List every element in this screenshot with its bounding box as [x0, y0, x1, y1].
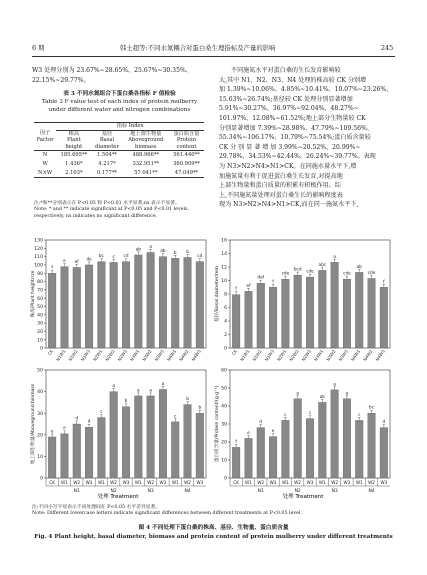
table-cell: 332.951**	[132, 161, 160, 168]
figure-caption-cn: 图 4 不同处理下蛋白桑的株高、基径、生物量、蛋白质含量	[138, 525, 289, 531]
significance-letter: e	[63, 425, 66, 431]
figure-note-en: Note: Different lowercase letters indicate significant differences between different treatments at P<0.05 level.	[32, 511, 303, 517]
col-head: Plant	[67, 137, 81, 144]
text-line: 现为 N3>N2>N4>N1>CK,而在同一施氮水平下,	[219, 201, 359, 209]
bar	[122, 407, 130, 478]
bar	[355, 272, 363, 348]
x-tick-label: CK	[233, 480, 239, 485]
chart-panel-3	[30, 368, 206, 494]
bar	[98, 418, 106, 478]
col-head: 蛋白质含量	[173, 130, 200, 137]
y-tick-label: 40	[221, 404, 227, 410]
y-tick-label: 60	[37, 296, 43, 302]
x-tick-label: N4W1	[349, 348, 362, 362]
significance-letter: cd	[197, 253, 203, 259]
bar	[184, 257, 192, 348]
text-line: 上部生物量和蛋白质量的积累有积极作用。综	[219, 182, 341, 190]
bar	[232, 295, 240, 348]
text-line: 上,不同施氮量处理对蛋白桑生长的影响程度表	[219, 191, 343, 199]
table-cell: 4.217*	[98, 161, 116, 168]
x-tick-label: W2	[257, 480, 265, 485]
y-tick-label: 0	[40, 476, 43, 482]
bar	[122, 262, 130, 348]
bar	[147, 252, 155, 348]
y-tick-label: 30	[37, 411, 43, 417]
significance-letter: bc	[369, 404, 375, 410]
significance-letter: a	[149, 387, 152, 393]
bar	[343, 399, 351, 478]
bar	[368, 278, 376, 348]
significance-letter: c	[358, 411, 361, 417]
x-tick-label: W2	[331, 480, 339, 485]
bar	[318, 402, 326, 478]
bar	[85, 265, 93, 348]
x-tick-label: N1W1	[239, 348, 251, 362]
bar	[147, 396, 155, 478]
y-tick-label: 10	[221, 458, 227, 464]
x-tick-label: N2W3	[300, 348, 313, 362]
y-tick-label: 130	[34, 238, 43, 244]
significance-letter: bc	[98, 253, 104, 259]
bar	[159, 389, 167, 478]
chart-panel-4	[213, 368, 390, 494]
chart-panel-1	[30, 238, 206, 362]
x-group-label: N2	[294, 489, 301, 494]
x-tick-label: CK	[230, 348, 239, 357]
bar	[269, 437, 277, 478]
text-line: 5.91%~30.27%、36.97%~92.04%、48.27%~	[219, 105, 359, 113]
note-line: 注:*和**分别表示在 P<0.05 和 P<0.01 水平显著,ns 表示不显著。	[34, 201, 180, 206]
right-column-text	[219, 66, 392, 210]
x-tick-label: W3	[269, 480, 277, 485]
significance-letter: c	[112, 253, 115, 259]
bar	[355, 420, 363, 478]
text-line: 加 1.39%~10.06%、4.85%~10.41%、10.07%~23.26%、	[219, 86, 393, 94]
bar	[110, 262, 118, 348]
y-tick-label: 20	[221, 440, 227, 446]
col-head: Protein	[176, 137, 197, 144]
x-tick-label: W3	[85, 480, 93, 485]
y-tick-label: 16	[221, 238, 227, 244]
bar	[61, 434, 69, 478]
x-tick-label: N2W2	[288, 348, 300, 362]
x-tick-label: W1	[134, 480, 142, 485]
y-tick-label: 50	[37, 305, 43, 311]
bar	[134, 255, 142, 348]
x-group-label: N2	[110, 489, 117, 494]
bar	[282, 279, 290, 348]
significance-letter: d	[259, 419, 263, 425]
significance-letter: f	[51, 264, 53, 270]
bar	[184, 405, 192, 478]
bar	[343, 279, 351, 348]
col-head: biomass	[123, 144, 169, 151]
table-cell: 360.909**	[173, 161, 200, 168]
y-tick-label: 30	[221, 422, 227, 428]
text-line: CK 分 别 显 著 增 加 3.99%~20.52%、20.99%~	[219, 143, 361, 151]
text-line: 大,其中 N1、N2、N3、N4 处理的株高较 CK 分别增	[219, 76, 367, 84]
bar	[331, 262, 339, 348]
factor-head-cn: 因子	[39, 130, 51, 137]
x-tick-label: N4W3	[190, 348, 202, 362]
y-axis-title: 基径/Basal diameter/mm	[215, 266, 220, 322]
bar	[294, 399, 302, 478]
x-axis-title-right: 处理 Treatment	[282, 494, 324, 500]
bar	[98, 262, 106, 348]
x-tick-label: W2	[184, 480, 191, 485]
x-tick-label: W1	[281, 480, 289, 485]
bar	[171, 422, 179, 478]
bar	[306, 277, 314, 348]
bar	[196, 413, 204, 478]
page-section-label: 6 期	[32, 44, 45, 52]
x-tick-label: N2W1	[276, 348, 288, 362]
y-axis-title: 蛋白质含量/Protein content/(g·g⁻¹)	[215, 385, 220, 463]
bar	[61, 267, 69, 348]
figure-notes	[32, 505, 302, 518]
significance-letter: c	[174, 413, 177, 419]
x-group-label: N3	[331, 489, 338, 494]
col-head: height	[56, 144, 91, 151]
table-cell: 1.436*	[65, 161, 83, 168]
bar	[48, 273, 56, 348]
table-cell: 47.049**	[169, 169, 204, 178]
y-tick-label: 60	[221, 368, 227, 374]
y-tick-label: 2	[224, 333, 227, 339]
text-line: 22.15%~29.77%。	[32, 76, 90, 84]
table-cell: N	[42, 152, 48, 159]
x-tick-label: N4W2	[362, 348, 374, 362]
y-tick-label: 0	[224, 476, 227, 482]
y-tick-label: 8	[224, 292, 227, 298]
y-tick-label: 40	[37, 390, 43, 396]
table-title-en-2: under different water and nitrogen combinations	[48, 107, 191, 113]
x-tick-label: N2W3	[116, 348, 129, 362]
significance-letter: a	[161, 380, 165, 386]
chart-panel-2	[213, 238, 390, 362]
x-tick-label: W3	[159, 480, 167, 485]
y-tick-label: 40	[37, 313, 43, 319]
y-tick-label: 80	[37, 280, 43, 286]
table-cell: 561.440**	[173, 152, 200, 159]
significance-letter: b	[186, 248, 189, 254]
bar	[257, 283, 265, 348]
x-tick-label: N3W3	[153, 348, 165, 362]
significance-letter: a	[137, 387, 140, 393]
x-tick-label: N3W3	[337, 348, 349, 362]
significance-letter: abc	[318, 261, 327, 267]
x-tick-label: N1W2	[67, 348, 79, 362]
text-line: 101.97%、12.08%~61.52%;地上部分生物量较 CK	[219, 114, 366, 122]
y-tick-label: 0	[224, 346, 227, 352]
table-cell: 1.504**	[96, 152, 118, 159]
bar	[318, 270, 326, 348]
significance-letter: ab	[160, 248, 166, 254]
significance-letter: de	[86, 256, 92, 262]
col-head: diameter	[91, 144, 122, 151]
bar	[306, 419, 314, 478]
bar	[331, 390, 339, 478]
left-column-text	[32, 66, 192, 85]
significance-letter: e	[50, 428, 54, 434]
x-tick-label: W1	[97, 480, 105, 485]
bar	[380, 287, 388, 348]
x-tick-label: N2W2	[104, 348, 116, 362]
y-axis-title: 地上部生物量/Aboveground biomass	[31, 383, 36, 465]
figure-note-cn: 注:不同小写字母表示不同处理间在 P<0.05 水平差异显著。	[32, 505, 161, 510]
bar	[73, 424, 81, 478]
table-title-cn: 表 3 不同水氮组合下蛋白桑各指标 F 值检验	[63, 91, 176, 97]
significance-letter: b	[198, 404, 202, 410]
x-tick-label: W1	[171, 480, 179, 485]
note-line: Note: * and ** indicate significant at P<0.05 and P<0.01 levels,	[34, 207, 190, 213]
index-head: 指标 Index	[56, 123, 204, 131]
table-cell: 57.041**	[123, 169, 169, 178]
significance-letter: a	[345, 390, 349, 396]
significance-letter: d	[87, 418, 91, 424]
text-line: 15.63%~26.74%;基径较 CK 处理分别显著增加	[219, 95, 353, 103]
bar	[159, 257, 167, 348]
significance-letter: c	[284, 411, 287, 417]
significance-letter: ef	[74, 258, 79, 264]
x-tick-label: N4W3	[374, 348, 386, 362]
table-cell: W	[42, 161, 48, 168]
col-head: 基径	[101, 130, 113, 137]
y-tick-label: 70	[37, 288, 43, 294]
bar	[368, 413, 376, 478]
x-tick-label: N4W1	[165, 348, 178, 362]
table-cell: 488.966**	[132, 152, 160, 159]
y-tick-label: 12	[221, 265, 227, 271]
bar	[48, 437, 56, 478]
text-line: 29.78%、34.53%~42.44%、26.24%~39.77%。表现	[219, 153, 376, 161]
bar	[110, 392, 118, 478]
y-tick-label: 10	[37, 455, 43, 460]
col-head: Aboveground	[128, 137, 164, 144]
x-tick-label: W2	[294, 480, 302, 485]
x-tick-label: CK	[49, 480, 55, 485]
y-tick-label: 6	[224, 306, 227, 312]
table-cell: 2.103*	[56, 169, 91, 178]
table-cell: 0.177**	[91, 169, 122, 178]
y-tick-label: 30	[37, 321, 43, 327]
y-tick-label: 110	[34, 255, 43, 261]
significance-letter: cde	[306, 268, 314, 274]
x-tick-label: W3	[306, 480, 314, 485]
significance-letter: c	[308, 410, 312, 416]
header-rule	[32, 56, 395, 57]
y-tick-label: 50	[221, 386, 227, 392]
table3-note	[34, 201, 189, 220]
x-tick-label: N4W2	[178, 348, 190, 362]
text-line: 不同施氮水平对蛋白桑的生长发育影响较	[231, 67, 341, 74]
x-tick-label: N1W3	[79, 348, 92, 362]
bar	[134, 396, 142, 478]
significance-letter: a	[149, 243, 152, 249]
x-tick-label: W1	[61, 480, 68, 485]
y-tick-label: 0	[40, 346, 43, 352]
significance-letter: b	[186, 396, 189, 402]
significance-letter: f	[235, 438, 237, 444]
bar	[269, 287, 277, 348]
col-head: content	[169, 144, 204, 151]
significance-letter: a	[333, 253, 336, 259]
x-tick-label: W2	[110, 480, 118, 485]
significance-letter: cd	[123, 253, 129, 259]
x-tick-label: W1	[355, 480, 363, 485]
significance-letter: def	[257, 274, 265, 280]
bar	[245, 438, 253, 478]
significance-letter: a	[296, 390, 299, 396]
col-head: 地上部生物量	[130, 130, 162, 137]
running-title: 韩士超等:不同水氮耦合对蛋白桑生理指标及产量的影响	[120, 44, 276, 52]
x-tick-label: N3W2	[141, 348, 153, 362]
x-tick-label: N1W3	[263, 348, 276, 362]
x-group-label: N3	[147, 489, 154, 494]
x-tick-label: N3W1	[312, 348, 325, 362]
significance-letter: f	[272, 278, 274, 284]
table-cell: N×W	[34, 169, 56, 178]
x-tick-label: N2W1	[92, 348, 104, 362]
x-tick-label: CK	[46, 348, 55, 357]
x-group-label: N1	[73, 489, 80, 494]
figure-caption-en: Fig. 4 Plant height, basal diameter, biomass and protein content of protein mulberry under different treatments	[34, 534, 393, 540]
significance-letter: b	[124, 398, 128, 404]
significance-letter: d	[382, 419, 386, 425]
y-tick-label: 10	[37, 338, 43, 344]
significance-letter: d	[75, 415, 79, 421]
bar	[257, 428, 265, 478]
y-axis-title: 株高/Plant height/cm	[31, 270, 36, 318]
x-tick-label: W1	[318, 480, 326, 485]
x-tick-label: W3	[122, 480, 130, 485]
bar	[171, 258, 179, 348]
x-tick-label: W1	[245, 480, 252, 485]
bar	[245, 291, 253, 348]
x-tick-label: N3W1	[128, 348, 141, 362]
significance-letter: e	[63, 258, 66, 264]
x-tick-label: N3W2	[325, 348, 337, 362]
y-tick-label: 20	[37, 329, 43, 335]
significance-letter: a	[112, 383, 115, 389]
text-line: 为 N3>N2>N4>N1>CK。在同施水量水平下,增	[219, 162, 357, 170]
col-head: 株高	[68, 130, 80, 137]
y-tick-label: 20	[37, 433, 43, 439]
significance-letter: c	[100, 409, 103, 415]
bar	[294, 275, 302, 348]
bar	[282, 420, 290, 478]
significance-letter: ab	[356, 263, 362, 269]
x-tick-label: W3	[343, 480, 351, 485]
table3	[34, 122, 204, 178]
text-line: 55.34%~106.17%、10.79%~75.54%;蛋白质含量较	[219, 134, 371, 142]
significance-letter: cde	[343, 270, 351, 276]
significance-letter: a	[333, 381, 336, 387]
y-tick-label: 100	[34, 263, 43, 269]
significance-letter: e	[271, 428, 275, 434]
significance-letter: cde	[367, 269, 376, 275]
significance-letter: f	[235, 286, 237, 292]
table-title-en-1: Table 3 F value test of each index of protein mulberry	[41, 99, 198, 105]
y-tick-label: 120	[34, 246, 43, 252]
table-cell: 185.695**	[60, 152, 88, 159]
y-tick-label: 90	[37, 271, 43, 277]
significance-letter: ab	[135, 246, 141, 252]
x-group-label: N1	[257, 489, 264, 494]
y-tick-label: 14	[221, 252, 227, 258]
significance-letter: ab	[319, 393, 325, 399]
significance-letter: cde	[281, 270, 290, 276]
y-tick-label: 50	[37, 368, 43, 374]
x-group-label: N4	[368, 489, 375, 494]
figure4-charts	[30, 232, 400, 502]
x-group-label: N4	[184, 489, 191, 494]
x-tick-label: W2	[147, 480, 155, 485]
table3-title	[32, 90, 207, 114]
page-number: 245	[381, 44, 394, 52]
text-line: W3 处理分别为 23.67%~28.65%、25.67%~30.35%、	[32, 67, 192, 74]
text-line: 加施氮量有利于促进蛋白桑生长发育,对提高地	[219, 172, 343, 180]
x-tick-label: N1W1	[55, 348, 67, 362]
x-tick-label: W3	[196, 480, 204, 485]
x-tick-label: N1W2	[251, 348, 263, 362]
significance-letter: e	[247, 429, 250, 435]
significance-letter: f	[383, 278, 385, 284]
bar	[73, 267, 81, 348]
significance-letter: bcd	[293, 266, 302, 272]
x-tick-label: W2	[73, 480, 81, 485]
x-tick-label: W2	[368, 480, 375, 485]
bar	[196, 262, 204, 348]
note-line: respectively, ns indicates no significant difference.	[34, 213, 158, 219]
y-tick-label: 4	[224, 319, 227, 325]
x-axis-title-left: 处理 Treatment	[97, 494, 139, 500]
significance-letter: b	[173, 249, 177, 255]
x-tick-label: W3	[380, 480, 388, 485]
bar	[232, 447, 240, 478]
col-head: Basal	[99, 137, 115, 144]
text-line: 分别显著增加 7.39%~28.98%、47.79%~109.56%、	[219, 124, 373, 132]
significance-letter: ef	[246, 282, 251, 288]
bar	[380, 428, 388, 478]
factor-head-en: Factor	[36, 136, 54, 143]
y-tick-label: 10	[221, 279, 227, 285]
bar	[85, 427, 93, 478]
